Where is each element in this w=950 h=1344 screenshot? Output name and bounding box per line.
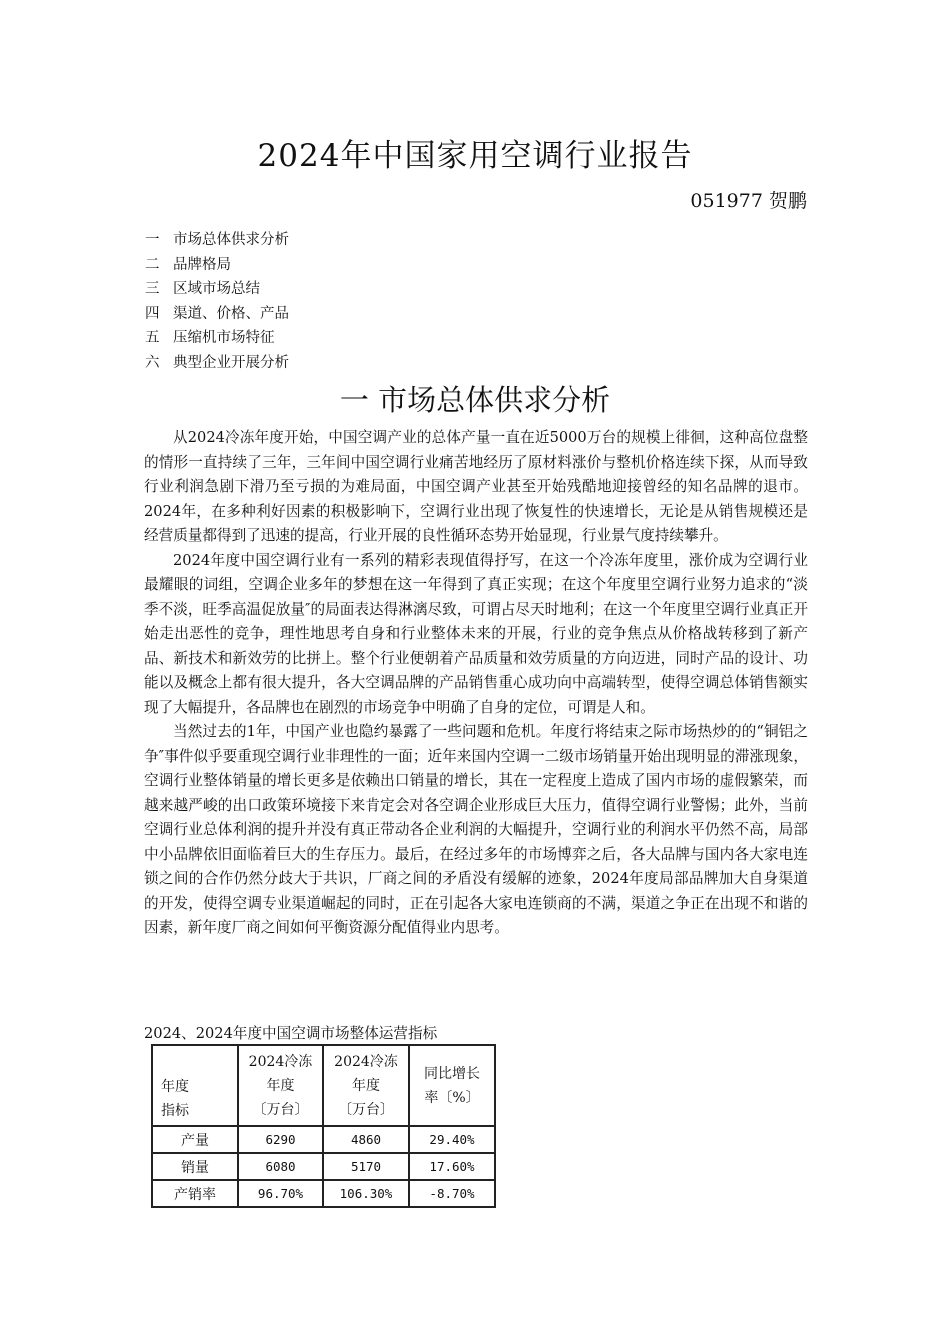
toc-item (145, 277, 289, 302)
toc-item (145, 326, 289, 351)
toc-label: 市场总体供求分析 (173, 232, 289, 248)
header-line: 2024冷冻 (248, 1053, 313, 1070)
toc-item (145, 253, 289, 278)
table-header-cell (409, 1045, 495, 1126)
toc-item (145, 351, 289, 376)
table-cell: 29.40% (409, 1126, 495, 1153)
toc-label: 压缩机市场特征 (173, 330, 275, 347)
table-cell: 96.70% (238, 1180, 323, 1207)
header-line: 2024冷冻 (334, 1053, 398, 1070)
toc-number: 三 (145, 281, 160, 298)
toc-item (145, 228, 289, 253)
row-label: 销量 (152, 1153, 238, 1180)
paragraph: 从2024冷冻年度开始，中国空调产业的总体产量一直在近5000万台的规模上徘徊，这种高位盘整的情形一直持续了三年，三年间中国空调行业痛苦地经历了原材料涨价与整机价格连续下探，从而导致行业利润急剧下滑乃至亏损的为难局面，中国空调产业甚至开始残酷地迎接曾经的知名品牌的退市。2024年，在多种利好因素的积极影响下，空调行业出现了恢复性的快速增长，无论是从销售规模还是经营质量都得到了迅速的提高，行业开展的良性循环态势开始显现，行业景气度持续攀升。 (144, 429, 808, 544)
section-heading: 一 市场总体供求分析 (339, 383, 611, 417)
header-line: 〔万台〕 (252, 1101, 309, 1118)
header-line: 年度 (266, 1077, 295, 1094)
table-row (152, 1180, 495, 1207)
paragraph: 当然过去的1年，中国产业也隐约暴露了一些问题和危机。年度行将结束之际市场热炒的的“铜铝之争″事件似乎要重现空调行业非理性的一面；近年来国内空调一二级市场销量开始出现明显的滞涨现象，空调行业整体销量的增长更多是依赖出口销量的增长，其在一定程度上造成了国内市场的虚假繁荣，而越来越严峻的出口政策环境接下来肯定会对各空调企业形成巨大压力，值得空调行业警惕；此外，当前空调行业总体利润的提升并没有真正带动各企业利润的大幅提升，空调行业的利润水平仍然不高，局部中小品牌依旧面临着巨大的生存压力。最后，在经过多年的市场博弈之后，各大品牌与国内各大家电连锁之间的合作仍然分歧大于共识，厂商之间的矛盾没有缓解的迹象，2024年度局部品牌加大自身渠道的开发，使得空调专业渠道崛起的同时，正在引起各大家电连锁商的不满，渠道之争正在出现不和谐的因素，新年度厂商之间如何平衡资源分配值得业内思考。 (144, 723, 808, 936)
table-cell: 106.30% (323, 1180, 409, 1207)
toc-number: 五 (145, 330, 160, 347)
table-of-contents (145, 228, 289, 376)
header-line: 率〔%〕 (424, 1089, 480, 1106)
table-row (152, 1153, 495, 1180)
table-cell: 6080 (238, 1153, 323, 1180)
paragraph: 2024年度中国空调行业有一系列的精彩表现值得抒写，在这一个冷冻年度里，涨价成为空调行业最耀眼的词组，空调企业多年的梦想在这一年得到了真正实现；在这个年度里空调行业努力追求的“淡季不淡，旺季高温促放量″的局面表达得淋漓尽致，可谓占尽天时地利；在这一个年度里空调行业真正开始走出恶性的竞争，理性地思考自身和行业整体未来的开展，行业的竞争焦点从价格战转移到了新产品、新技术和新效劳的比拼上。整个行业便朝着产品质量和效劳质量的方向迈进，同时产品的设计、功能以及概念上都有很大提升，各大空调品牌的产品销售重心成功向中高端转型，使得空调总体销售额实现了大幅提升，各品牌也在剧烈的市场竞争中明确了自身的定位，可谓是人和。 (144, 551, 808, 716)
toc-number: 六 (145, 354, 160, 371)
table-cell: 17.60% (409, 1153, 495, 1180)
toc-number: 一 (145, 232, 160, 248)
toc-label: 品牌格局 (173, 256, 231, 273)
header-line: 年度 (352, 1077, 380, 1094)
header-line: 〔万台〕 (338, 1101, 394, 1118)
corner-bottom-label: 指标 (161, 1103, 189, 1119)
author-line: 051977 贺鹏 (690, 190, 807, 212)
header-line: 同比增长 (424, 1065, 480, 1082)
table-header-cell (238, 1045, 323, 1126)
document-title: 2024年中国家用空调行业报告 (257, 138, 693, 174)
toc-label: 区域市场总结 (173, 281, 260, 298)
table-corner-cell (152, 1045, 238, 1126)
table-caption: 2024、2024年度中国空调市场整体运营指标 (144, 1025, 438, 1042)
table-cell: 4860 (323, 1126, 409, 1153)
toc-label: 渠道、价格、产品 (173, 305, 289, 322)
market-indicators-table (151, 1044, 496, 1208)
row-label: 产量 (152, 1126, 238, 1153)
corner-top-label: 年度 (161, 1079, 189, 1095)
table-cell: 5170 (323, 1153, 409, 1180)
table-header-cell (323, 1045, 409, 1126)
row-label: 产销率 (152, 1180, 238, 1207)
toc-label: 典型企业开展分析 (173, 354, 289, 371)
body-text (144, 426, 808, 941)
table-cell: 6290 (238, 1126, 323, 1153)
table-row (152, 1126, 495, 1153)
toc-item (145, 302, 289, 327)
table-header-row (152, 1045, 495, 1126)
toc-number: 二 (145, 256, 160, 273)
table-cell: -8.70% (409, 1180, 495, 1207)
toc-number: 四 (145, 305, 160, 322)
